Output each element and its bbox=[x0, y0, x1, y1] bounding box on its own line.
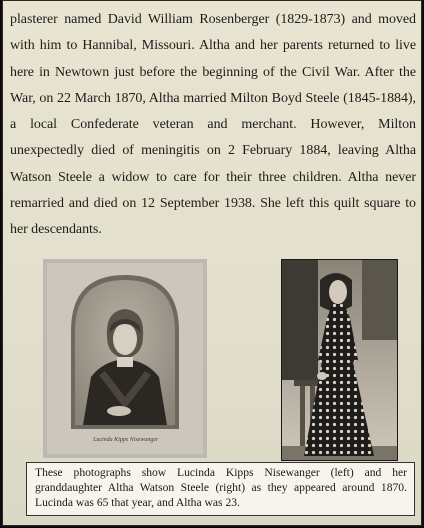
portrait-signature: Lucinda Kipps Nisewanger bbox=[93, 437, 159, 443]
portrait-photo-lucinda bbox=[43, 259, 207, 458]
portrait-photo-altha bbox=[281, 259, 398, 461]
exhibit-board bbox=[2, 0, 422, 526]
photo-caption: These photographs show Lucinda Kipps Nisewanger (left) and her granddaughter Altha Watson Steele (right) as they appeared around 1870. Lucinda was 65 that year, and Altha was 23. bbox=[26, 462, 415, 516]
article-paragraph: plasterer named David William Rosenberger (1829-1873) and moved with him to Hannibal, Missouri. Altha and her parents returned to live here in Newtown just before the beginning of the Civil War. After the War, on 22 March 1870, Altha married Milton Boyd Steele (1845-1884), a local Confederate veteran and merchant. However, Milton unexpectedly died of meningitis on 2 February 1884, leaving Altha Watson Steele a widow to care for their three children. Altha never remarried and died on 12 September 1938. She left this quilt square to her descendants. bbox=[10, 12, 416, 238]
